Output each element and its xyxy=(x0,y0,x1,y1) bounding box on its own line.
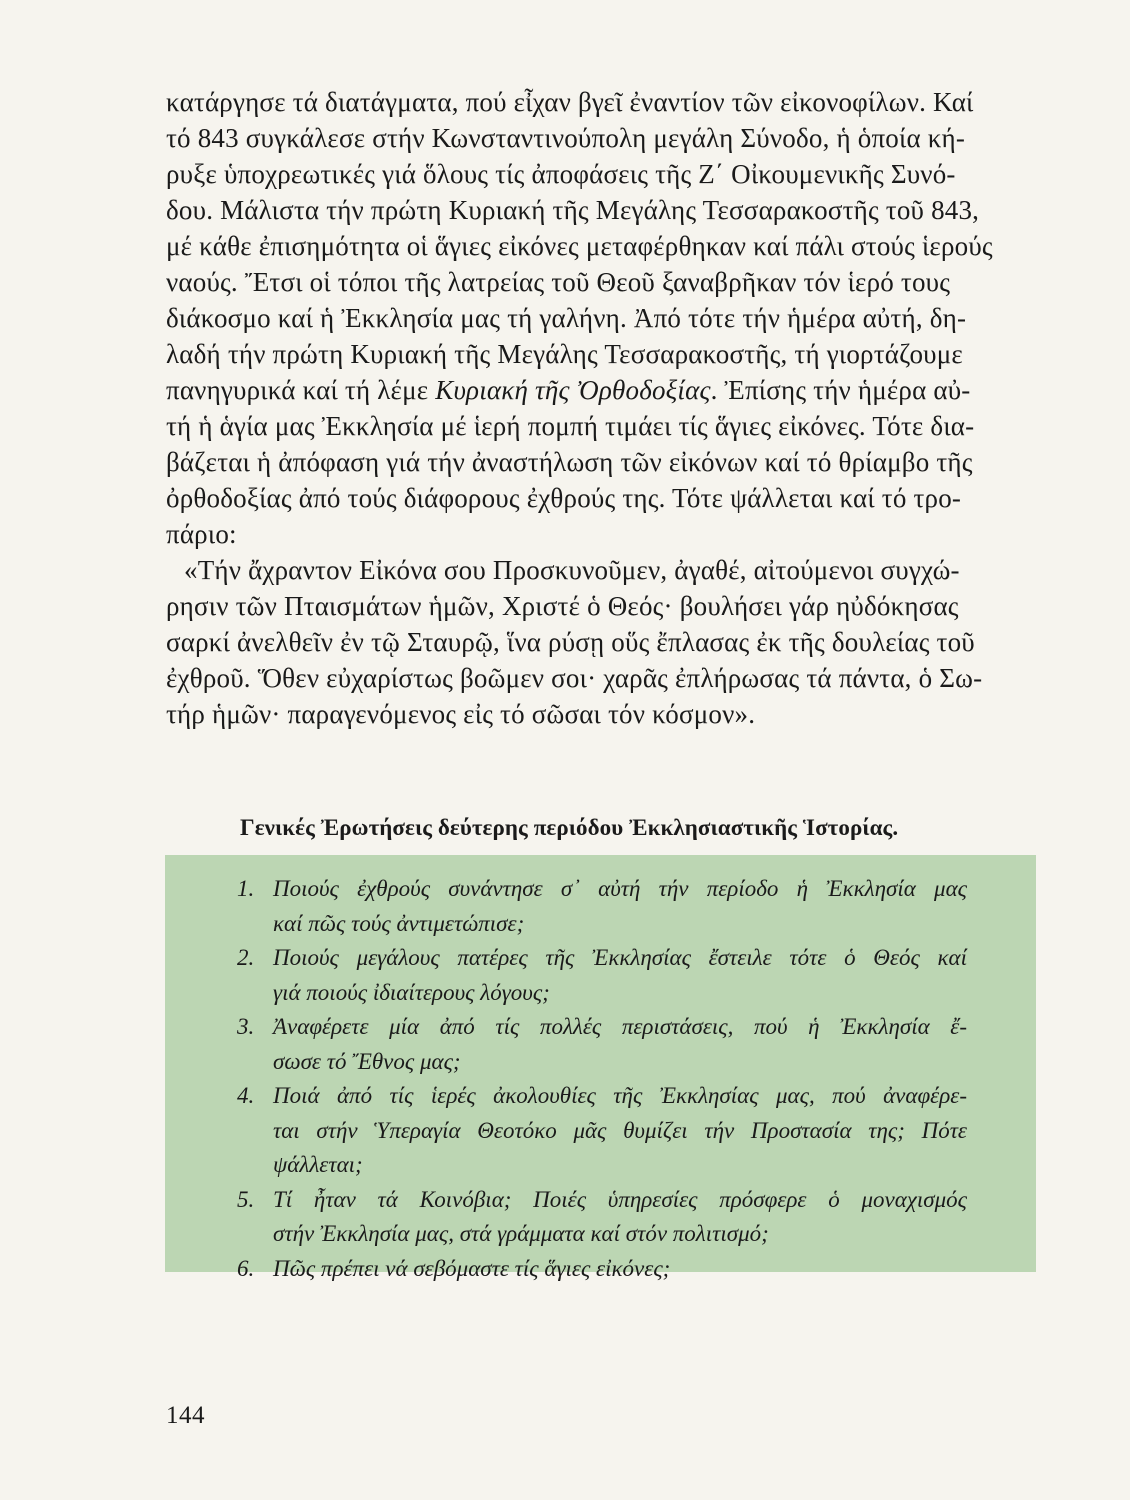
hymn-line: τήρ ἡμῶν· παραγενόμενος εἰς τό σῶσαι τόν κόσμον». xyxy=(166,699,756,729)
page-number: 144 xyxy=(166,1402,205,1429)
question-item xyxy=(237,1252,967,1287)
questions-list xyxy=(237,872,967,1286)
questions-box xyxy=(165,855,1036,1281)
question-number: 3. xyxy=(237,1014,255,1039)
question-line: σωσε τό Ἔθνος μας; xyxy=(273,1048,461,1074)
hymn-line: ρησιν τῶν Πταισμάτων ἡμῶν, Χριστέ ὁ Θεός· βουλήσει γάρ ηὐδόκησας xyxy=(166,591,959,621)
body-line-end: . Ἐπίσης τήν ἡμέρα αὐ- xyxy=(710,375,971,405)
question-line: ται στήν Ὑπεραγία Θεοτόκο μᾶς θυμίζει τήν Προστασία της; Πότε xyxy=(273,1117,967,1143)
question-item xyxy=(237,1010,967,1079)
question-text xyxy=(273,1252,967,1287)
hymn-line: ἐχθροῦ. Ὅθεν εὐχαρίστως βοῶμεν σοι· χαρᾶς ἐπλήρωσας τά πάντα, ὁ Σω- xyxy=(166,663,983,693)
body-line: ναούς. Ἔτσι οἱ τόποι τῆς λατρείας τοῦ Θεοῦ ξαναβρῆκαν τόν ἱερό τους xyxy=(166,267,951,297)
question-line: Ἀναφέρετε μία ἀπό τίς πολλές περιστάσεις, πού ἡ Ἐκκλησία ἔ- xyxy=(273,1014,967,1039)
question-line: Ποιά ἀπό τίς ἱερές ἀκολουθίες τῆς Ἐκκλησίας μας, πού ἀναφέρε- xyxy=(273,1083,967,1108)
question-line: Τί ἦταν τά Κοινόβια; Ποιές ὑπηρεσίες πρόσφερε ὁ μοναχισμός xyxy=(273,1186,967,1212)
body-line: τό 843 συγκάλεσε στήν Κωνσταντινούπολη μεγάλη Σύνοδο, ἡ ὁποία κή- xyxy=(166,123,966,153)
question-text xyxy=(273,1183,967,1252)
question-line: ψάλλεται; xyxy=(273,1152,363,1177)
question-line: Ποιούς μεγάλους πατέρες τῆς Ἐκκλησίας ἔστειλε τότε ὁ Θεός καί xyxy=(273,945,967,970)
question-item xyxy=(237,941,967,1010)
question-line: Πῶς πρέπει νά σεβόμαστε τίς ἅγιες εἰκόνες; xyxy=(273,1255,671,1281)
question-item xyxy=(237,1079,967,1183)
body-line: μέ κάθε ἐπισημότητα οἱ ἅγιες εἰκόνες μεταφέρθηκαν καί πάλι στούς ἱερούς xyxy=(166,231,993,261)
body-line: ρυξε ὑποχρεωτικές γιά ὅλους τίς ἀποφάσεις τῆς Ζ΄ Οἰκουμενικῆς Συνό- xyxy=(166,159,956,189)
question-line: γιά ποιούς ἰδιαίτερους λόγους; xyxy=(273,979,550,1005)
question-text xyxy=(273,1079,967,1183)
body-line-with-feast-name xyxy=(166,372,1036,408)
hymn-line: «Τήν ἄχραντον Εἰκόνα σου Προσκυνοῦμεν, ἀγαθέ, αἰτούμενοι συγχώ- xyxy=(184,555,960,585)
question-number: 1. xyxy=(237,876,255,901)
question-item xyxy=(237,1183,967,1252)
question-number: 5. xyxy=(237,1186,255,1212)
question-text xyxy=(273,872,967,941)
question-line: Ποιούς ἐχθρούς συνάντησε σ᾽ αὐτή τήν περίοδο ἡ Ἐκκλησία μας xyxy=(273,876,967,901)
question-text xyxy=(273,1010,967,1079)
body-line: ὀρθοδοξίας ἀπό τούς διάφορους ἐχθρούς της. Τότε ψάλλεται καί τό τρο- xyxy=(166,483,962,513)
hymn-line: σαρκί ἀνελθεῖν ἐν τῷ Σταυρῷ, ἵνα ρύσῃ οὕς ἔπλασας ἐκ τῆς δουλείας τοῦ xyxy=(166,627,975,657)
section-heading: Γενικές Ἐρωτήσεις δεύτερης περιόδου Ἐκκλησιαστικῆς Ἱστορίας. xyxy=(240,815,899,840)
question-line: καί πῶς τούς ἀντιμετώπισε; xyxy=(273,910,525,936)
body-text xyxy=(166,84,1036,732)
body-line-start: πανηγυρικά καί τή λέμε xyxy=(166,375,436,405)
body-line: δου. Μάλιστα τήν πρώτη Κυριακή τῆς Μεγάλης Τεσσαρακοστῆς τοῦ 843, xyxy=(166,195,980,225)
question-line: στήν Ἐκκλησία μας, στά γράμματα καί στόν πολιτισμό; xyxy=(273,1221,769,1246)
body-line: πάριο: xyxy=(166,519,237,549)
question-number: 6. xyxy=(237,1255,255,1281)
body-line: βάζεται ἡ ἀπόφαση γιά τήν ἀναστήλωση τῶν εἰκόνων καί τό θρίαμβο τῆς xyxy=(166,447,973,477)
question-number: 2. xyxy=(237,945,255,970)
question-text xyxy=(273,941,967,1010)
body-line: κατάργησε τά διατάγματα, πού εἶχαν βγεῖ ἐναντίον τῶν εἰκονοφίλων. Καί xyxy=(166,87,974,117)
feast-name: Κυριακή τῆς Ὀρθοδοξίας xyxy=(435,375,711,405)
body-line: διάκοσμο καί ἡ Ἐκκλησία μας τή γαλήνη. Ἀπό τότε τήν ἡμέρα αὐτή, δη- xyxy=(166,303,967,333)
question-number: 4. xyxy=(237,1083,255,1108)
body-line: τή ἡ ἁγία μας Ἐκκλησία μέ ἱερή πομπή τιμάει τίς ἅγιες εἰκόνες. Τότε δια- xyxy=(166,411,975,441)
body-line: λαδή τήν πρώτη Κυριακή τῆς Μεγάλης Τεσσαρακοστῆς, τή γιορτάζουμε xyxy=(166,339,963,369)
question-item xyxy=(237,872,967,941)
